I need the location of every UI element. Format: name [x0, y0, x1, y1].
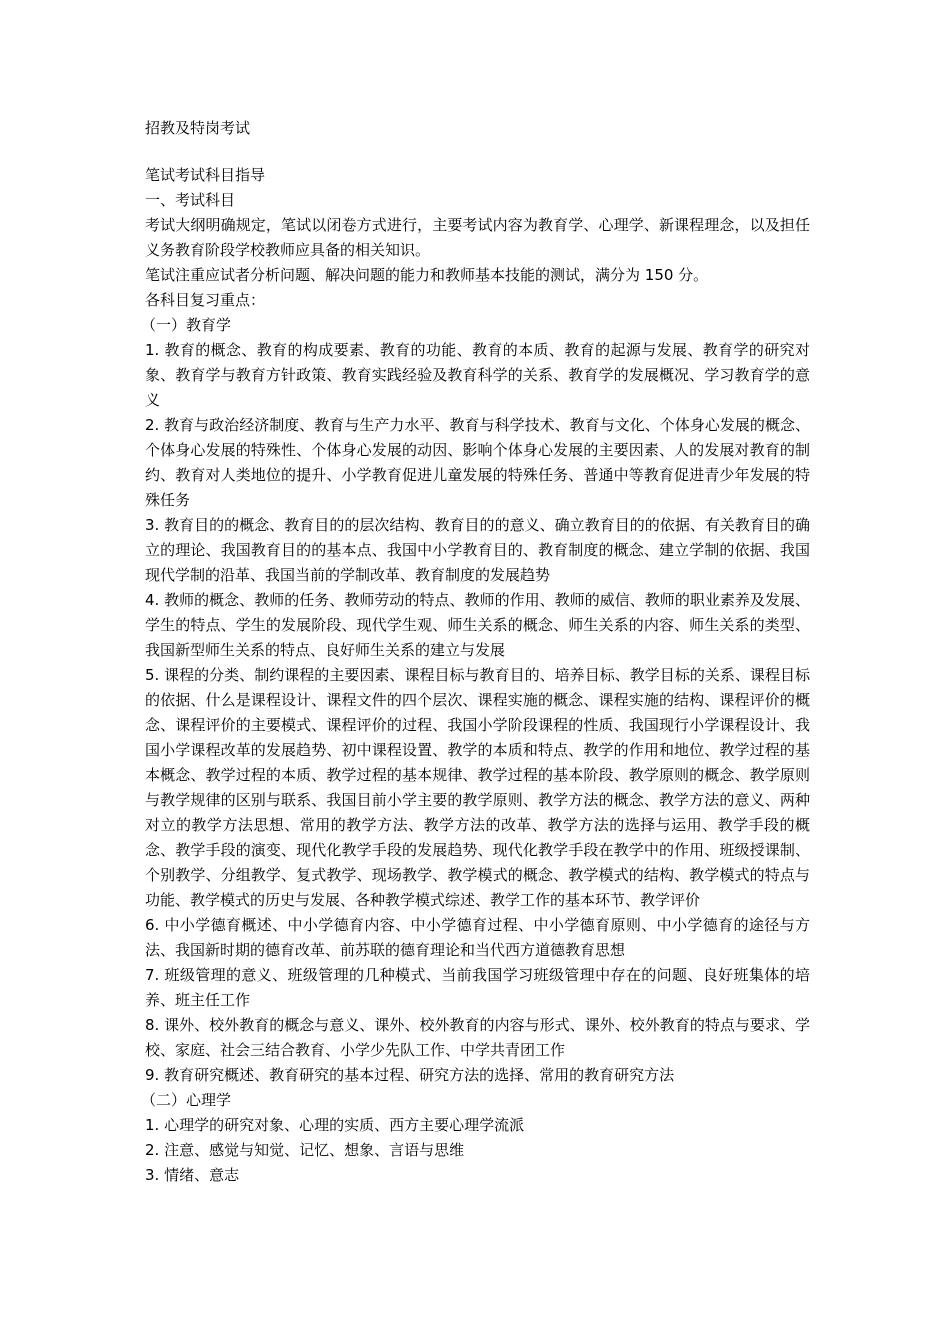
list-item: 1. 心理学的研究对象、心理的实质、西方主要心理学流派: [145, 1116, 525, 1134]
list-item: 5. 课程的分类、制约课程的主要因素、课程目标与教育目的、培养目标、教学目标的关系、课程目标的依据、什么是课程设计、课程文件的四个层次、课程实施的概念、课程实施的结构、课程评价的概念、课程评价的主要模式、课程评价的过程、我国小学阶段课程的性质、我国现行小学课程设计、我国小学课程改革的发展趋势、初中课程设置、教学的本质和特点、教学的作用和地位、教学过程的基本概念、教学过程的本质、教学过程的基本规律、教学过程的基本阶段、教学原则的概念、教学原则与教学规律的区别与联系、我国目前小学主要的教学原则、教学方法的概念、教学方法的意义、两种对立的教学方法思想、常用的教学方法、教学方法的改革、教学方法的选择与运用、教学手段的概念、教学手段的演变、现代化教学手段的发展趋势、现代化教学手段在教学中的作用、班级授课制、个别教学、分组教学、复式教学、现场教学、教学模式的概念、教学模式的结构、教学模式的特点与功能、教学模式的历史与发展、各种教学模式综述、教学工作的基本环节、教学评价: [145, 666, 810, 909]
list-item: 4. 教师的概念、教师的任务、教师劳动的特点、教师的作用、教师的威信、教师的职业素养及发展、学生的特点、学生的发展阶段、现代学生观、师生关系的概念、师生关系的内容、师生关系的类型、我国新型师生关系的特点、良好师生关系的建立与发展: [145, 591, 810, 659]
list-item: 6. 中小学德育概述、中小学德育内容、中小学德育过程、中小学德育原则、中小学德育的途径与方法、我国新时期的德育改革、前苏联的德育理论和当代西方道德教育思想: [145, 916, 810, 959]
list-item: 3. 情绪、意志: [145, 1166, 240, 1184]
section-title: 笔试考试科目指导: [145, 166, 266, 184]
part-heading-pedagogy: （一）教育学: [141, 316, 232, 334]
list-item: 1. 教育的概念、教育的构成要素、教育的功能、教育的本质、教育的起源与发展、教育学的研究对象、教育学与教育方针政策、教育实践经验及教育科学的关系、教育学的发展概况、学习教育学的意义: [145, 341, 810, 409]
part-heading-psychology: （二）心理学: [141, 1091, 232, 1109]
paragraph: 笔试注重应试者分析问题、解决问题的能力和教师基本技能的测试，满分为 150 分。: [145, 266, 709, 284]
list-item: 2. 注意、感觉与知觉、记忆、想象、言语与思维: [145, 1141, 465, 1159]
list-item: 2. 教育与政治经济制度、教育与生产力水平、教育与科学技术、教育与文化、个体身心发展的概念、个体身心发展的特殊性、个体身心发展的动因、影响个体身心发展的主要因素、人的发展对教育的制约、教育对人类地位的提升、小学教育促进儿童发展的特殊任务、普通中等教育促进青少年发展的特殊任务: [145, 416, 810, 509]
list-item: 8. 课外、校外教育的概念与意义、课外、校外教育的内容与形式、课外、校外教育的特点与要求、学校、家庭、社会三结合教育、小学少先队工作、中学共青团工作: [145, 1016, 810, 1059]
list-item: 3. 教育目的的概念、教育目的的层次结构、教育目的的意义、确立教育目的的依据、有关教育目的确立的理论、我国教育目的的基本点、我国中小学教育目的、教育制度的概念、建立学制的依据、我国现代学制的沿革、我国当前的学制改革、教育制度的发展趋势: [145, 516, 810, 584]
paragraph: 考试大纲明确规定，笔试以闭卷方式进行，主要考试内容为教育学、心理学、新课程理念，以及担任义务教育阶段学校教师应具备的相关知识。: [145, 216, 810, 259]
document-title: 招教及特岗考试: [145, 119, 251, 137]
list-item: 9. 教育研究概述、教育研究的基本过程、研究方法的选择、常用的教育研究方法: [145, 1066, 675, 1084]
document-body: [141, 163, 810, 1188]
subsection-heading: 一、考试科目: [145, 191, 236, 209]
list-item: 7. 班级管理的意义、班级管理的几种模式、当前我国学习班级管理中存在的问题、良好班集体的培养、班主任工作: [145, 966, 810, 1009]
paragraph: 各科目复习重点：: [145, 291, 266, 309]
